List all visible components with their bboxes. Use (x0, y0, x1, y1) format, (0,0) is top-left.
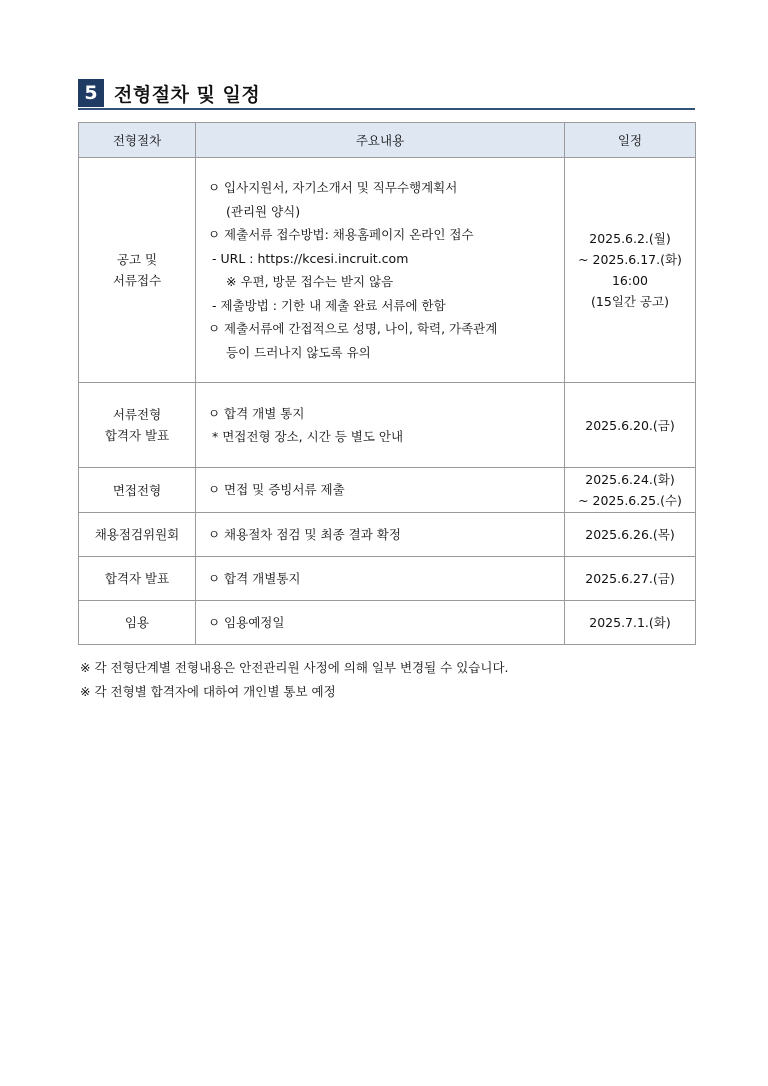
stage-text: 합격자 발표 (104, 571, 170, 586)
date-text: ~ 2025.6.25.(수) (578, 493, 682, 508)
table-row (79, 158, 696, 383)
content-line: (관리원 양식) (226, 203, 301, 219)
stage-text: 서류접수 (112, 273, 162, 288)
schedule-table (78, 122, 696, 645)
date-text: 2025.6.27.(금) (585, 571, 675, 586)
content-line: ㅇ 제출서류 접수방법: 채용홈페이지 온라인 접수 (208, 227, 474, 242)
stage-cell (79, 383, 196, 468)
stage-text: 임용 (124, 615, 150, 630)
content-line: ㅇ 면접 및 증빙서류 제출 (208, 482, 345, 498)
footnote: ※ 각 전형단계별 전형내용은 안전관리원 사정에 의해 일부 변경될 수 있습니다. (80, 660, 509, 675)
stage-text: 서류전형 (112, 407, 162, 422)
content-cell (196, 383, 565, 468)
content-line: ※ 우편, 방문 접수는 받지 않음 (226, 274, 394, 289)
date-text: 2025.6.2.(월) (589, 231, 671, 246)
content-line: ㅇ 제출서류에 간접적으로 성명, 나이, 학력, 가족관계 (208, 321, 498, 336)
table-header-row (79, 123, 696, 158)
content-line: ㅇ 임용예정일 (208, 614, 285, 630)
column-header-content: 주요내용 (196, 123, 565, 158)
table-row (79, 383, 696, 468)
content-line: 등이 드러나지 않도록 유의 (226, 344, 371, 360)
content-line: ㅇ 채용절차 점검 및 최종 결과 확정 (208, 526, 401, 542)
stage-text: 공고 및 (116, 252, 158, 267)
content-cell (196, 158, 565, 383)
stage-cell (79, 601, 196, 645)
date-cell (565, 468, 696, 513)
date-cell (565, 513, 696, 557)
section-title: 전형절차 및 일정 (114, 83, 261, 106)
section-header (78, 78, 695, 110)
content-cell (196, 601, 565, 645)
table-row (79, 468, 696, 513)
content-line: ㅇ 합격 개별통지 (208, 570, 301, 586)
content-line: - URL : https://kcesi.incruit.com (212, 250, 409, 266)
date-cell (565, 557, 696, 601)
column-header-date: 일정 (565, 123, 696, 158)
date-text: 2025.7.1.(화) (589, 615, 671, 630)
content-cell (196, 468, 565, 513)
date-cell (565, 383, 696, 468)
date-text: 2025.6.24.(화) (585, 472, 675, 487)
stage-cell (79, 513, 196, 557)
stage-text: 합격자 발표 (104, 428, 170, 443)
stage-text: 면접전형 (112, 482, 162, 498)
table-row (79, 557, 696, 601)
section-number: 5 (78, 79, 104, 107)
date-cell (565, 158, 696, 383)
date-text: 2025.6.26.(목) (585, 527, 675, 542)
footnote: ※ 각 전형별 합격자에 대하여 개인별 통보 예정 (80, 684, 336, 699)
date-cell (565, 601, 696, 645)
date-text: 2025.6.20.(금) (585, 417, 675, 433)
stage-cell (79, 468, 196, 513)
content-cell (196, 513, 565, 557)
content-cell (196, 557, 565, 601)
content-line: * 면접전형 장소, 시간 등 별도 안내 (212, 429, 404, 444)
table-row (79, 601, 696, 645)
stage-cell (79, 158, 196, 383)
content-line: ㅇ 합격 개별 통지 (208, 405, 305, 421)
content-line: - 제출방법 : 기한 내 제출 완료 서류에 한함 (212, 297, 446, 313)
column-header-stage: 전형절차 (79, 123, 196, 158)
date-text: (15일간 공고) (591, 294, 669, 309)
stage-text: 채용점검위원회 (94, 527, 180, 542)
date-text: 16:00 (611, 273, 649, 288)
stage-cell (79, 557, 196, 601)
date-text: ~ 2025.6.17.(화) (578, 252, 682, 267)
table-row (79, 513, 696, 557)
footnotes (80, 656, 509, 704)
content-line: ㅇ 입사지원서, 자기소개서 및 직무수행계획서 (208, 180, 458, 195)
